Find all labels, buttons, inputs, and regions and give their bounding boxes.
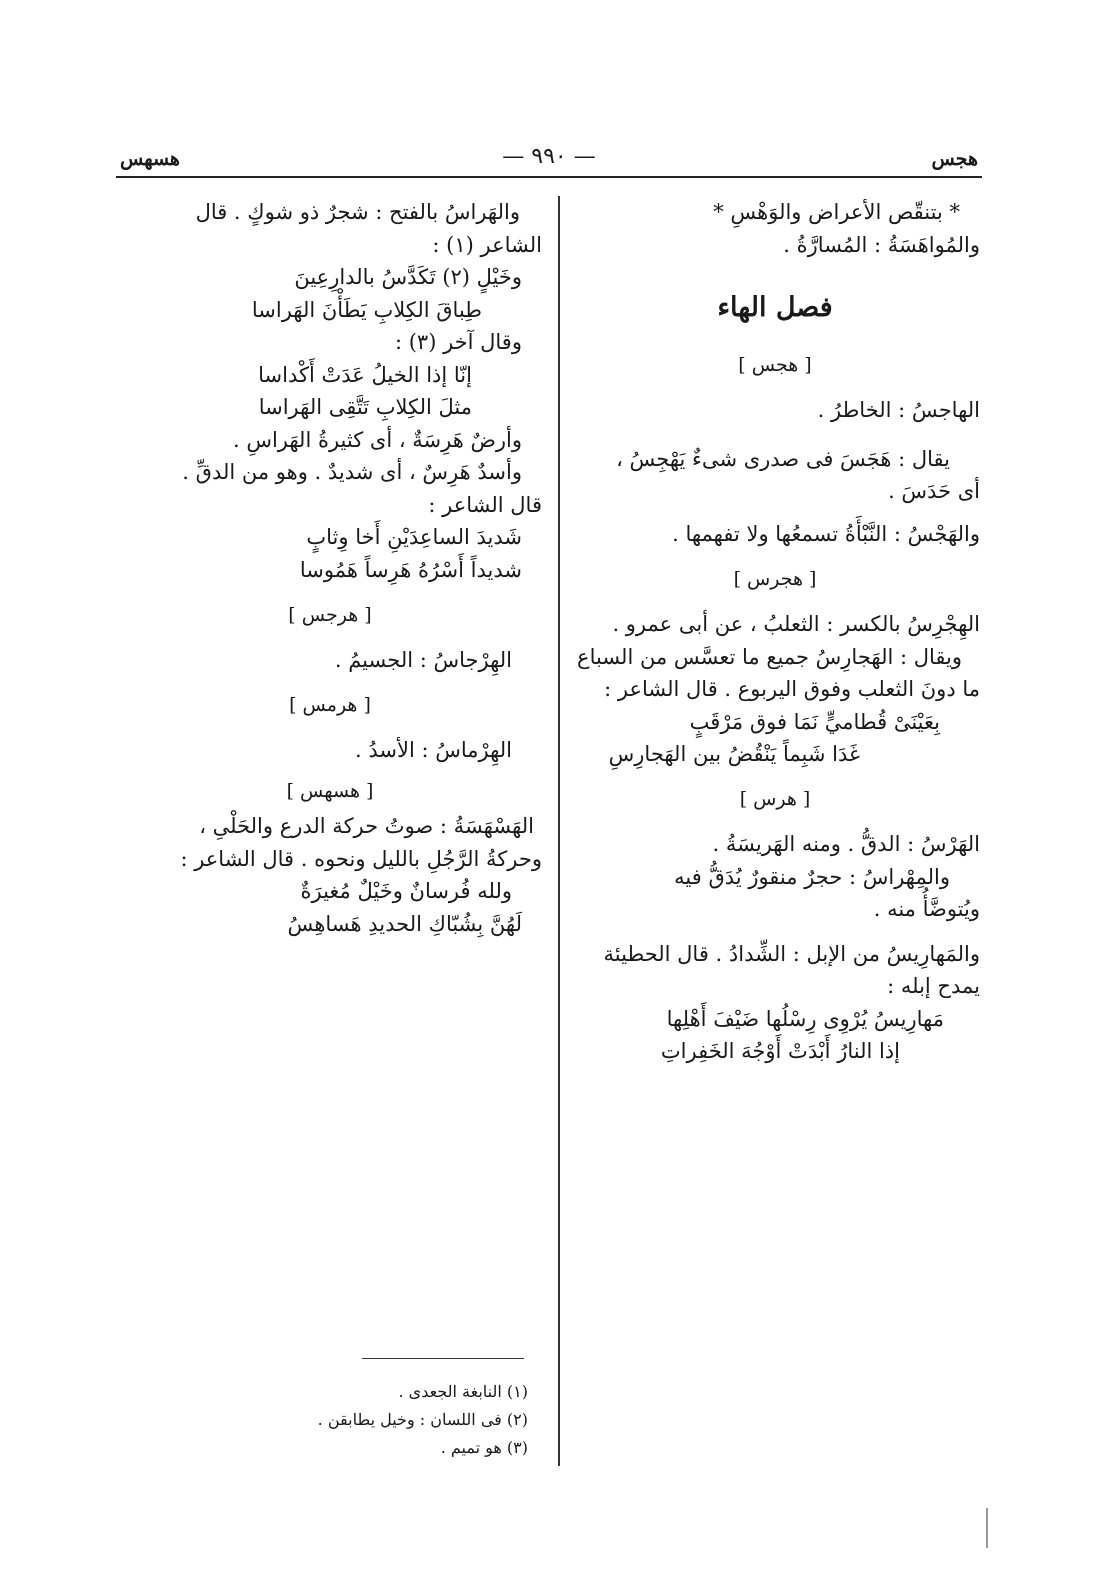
text-line: يقال : هَجَسَ فى صدرى شىءٌ يَهْجِسُ ، — [616, 446, 950, 471]
verse-line: طِباقَ الكِلابِ يَطَأْنَ الهَراسا — [251, 297, 482, 322]
text-line: الهَرْسُ : الدقُّ . ومنه الهَريسَةُ . — [712, 832, 980, 857]
page-header — [118, 142, 980, 178]
footnote-rule — [362, 1358, 524, 1359]
text-line: الهِجْرِسُ بالكسر : الثعلبُ ، عن أبى عمرو . — [612, 612, 980, 636]
left-column — [118, 196, 542, 940]
root-heading: [ هرجس ] — [288, 603, 372, 626]
verse-line: بِعَيْنَىْ قُطاميٍّ نَمَا فوق مَرْقَبٍ — [689, 709, 940, 734]
right-running-headword: هجس — [931, 148, 978, 170]
root-heading: [ هسهس ] — [286, 779, 374, 802]
text-line: يمدح إبله : — [887, 974, 980, 999]
text-line: أى حَدَسَ . — [888, 479, 980, 504]
margin-mark — [986, 1508, 988, 1548]
text-line: وحركةُ الرَّجُلِ بالليل ونحوه . قال الشاعر : — [180, 846, 542, 871]
text-line: والهَراسُ بالفتح : شجرٌ ذو شوكٍ . قال — [195, 200, 520, 224]
verse-line: وخَيْلٍ (٢) تَكَدَّسُ بالدارِعِينَ — [294, 265, 522, 290]
text-line: * بتنقّص الأعراض والوَهْسِ * — [713, 200, 960, 224]
verse-line: مَهارِيسُ يُرْوِى رِسْلُها ضَيْفَ أَهْلِها — [666, 1006, 944, 1031]
section-title: فصل الهاء — [717, 292, 833, 324]
root-heading: [ هرمس ] — [289, 693, 371, 716]
text-line: وأسدٌ هَرِسٌ ، أى شديدٌ . وهو من الدقِّ . — [182, 460, 522, 485]
header-rule — [116, 176, 982, 178]
verse-line: شديداً أَسْرُهُ هَرِساً هَمُوسا — [299, 558, 522, 583]
verse-line: شَديدَ الساعِدَيْنِ أَخا وِثابٍ — [306, 525, 522, 550]
verse-line: لَهُنَّ بِشُبّاكِ الحديدِ هَساهِسُ — [287, 911, 522, 936]
text-line: الشاعر (١) : — [432, 232, 542, 257]
verse-line: غَدَا شَبِماً يَنْقُضُ بين الهَجارِسِ — [608, 742, 860, 767]
verse-line: ولله فُرسانٌ وخَيْلٌ مُغيرَةٌ — [300, 879, 512, 904]
footnote: (٢) فى اللسان : وخيل يطابقن . — [317, 1410, 528, 1429]
page-number: — ٩٩٠ — — [502, 144, 596, 169]
root-heading: [ هجرس ] — [733, 567, 817, 590]
text-line: وقال آخر (٣) : — [394, 330, 522, 355]
text-line: الهِرْجاسُ : الجسيمُ . — [334, 648, 512, 672]
left-running-headword: هسهس — [120, 148, 180, 170]
footnote: (١) النابغة الجعدى . — [398, 1382, 528, 1401]
footnote: (٣) هو تميم . — [440, 1438, 528, 1457]
verse-line: مثلَ الكِلابِ تَتَّقِى الهَراسا — [258, 395, 472, 420]
footnotes — [200, 1378, 528, 1462]
text-line: وأرضٌ هَرِسَةٌ ، أى كثيرةُ الهَراسِ . — [232, 427, 522, 452]
text-line: ما دونَ الثعلب وفوق اليربوع . قال الشاعر : — [604, 677, 980, 702]
text-line: ويقال : الهَجارِسُ جميع ما تعسَّس من السباع — [577, 644, 962, 669]
text-line: الهَسْهَسَةُ : صوتُ حركة الدرع والحَلْىِ ، — [199, 813, 534, 838]
text-line: ويُتوضَّأُ منه . — [873, 897, 980, 922]
text-line: الهاجسُ : الخاطرُ . — [817, 398, 980, 423]
text-line: قال الشاعر : — [428, 492, 542, 517]
text-line: والمَهارِيسُ من الإبل : الشِّدادُ . قال الحطيئة — [603, 941, 980, 966]
root-heading: [ هرس ] — [739, 787, 811, 810]
column-divider — [558, 196, 560, 1466]
text-line: الهِرْماسُ : الأسدُ . — [355, 737, 512, 762]
text-line: والمُواهَسَةُ : المُسارَّةُ . — [783, 232, 980, 257]
verse-line: إنّا إذا الخيلُ عَدَتْ أَكْداسا — [258, 362, 472, 387]
root-heading: [ هجس ] — [738, 353, 812, 376]
right-column — [570, 196, 980, 1068]
text-line: والهَجْسُ : النَّبْأَةُ تسمعُها ولا تفهمها . — [672, 522, 980, 547]
verse-line: إذا النارُ أَبْدَتْ أَوْجُهَ الخَفِراتِ — [660, 1039, 900, 1064]
text-line: والمِهْراسُ : حجرٌ منقورٌ يُدَقُّ فيه — [674, 864, 950, 889]
